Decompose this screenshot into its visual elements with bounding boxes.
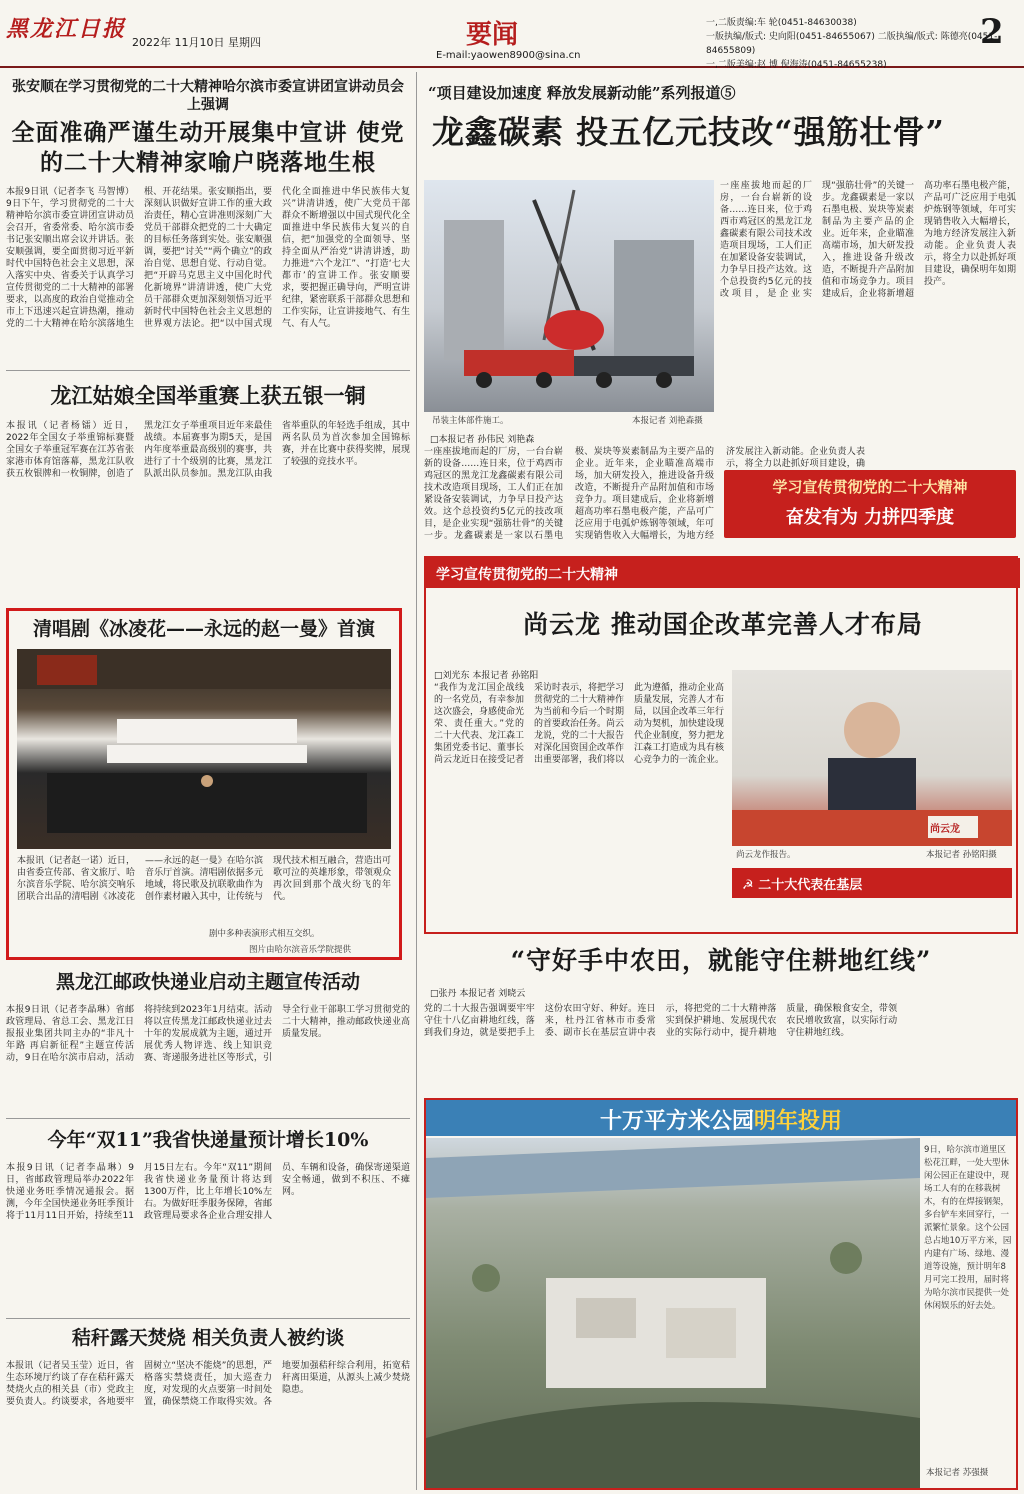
- park-caption: 9日，哈尔滨市道里区松花江畔，一处大型休闲公园正在建设中，现场工人有的在移栽树木，有的在焊接钢架，多台铲车来回穿行，一派繁忙景象。这个公园总占地10万平方米，园内建有广场、绿地、漫道等设施，预计明年8月可完工投用，届时将为哈尔滨市民提供一处休闲娱乐的好去处。: [924, 1145, 1012, 1311]
- tag-label: 二十大代表在基层: [758, 878, 863, 893]
- editor-line: 一版执编/版式: 史向阳(0451-84655067) 二版执编/版式: 陈德亮(0451-84655809): [706, 32, 998, 56]
- article-carbon-header: [422, 84, 1018, 174]
- photo-credit: 图片由哈尔滨音乐学院提供: [249, 945, 352, 955]
- speaker-photo: [732, 670, 1012, 846]
- article-body-part1: 一座座拔地而起的厂房，一台台崭新的设备……连日来，位于鸡西市鸡冠区的黑龙江龙鑫碳素有限公司技术改造项目现场，工人们正在加紧设备安装调试，力争早日投产达效。这个总投资约5亿元的技改项目，是企业实现“强筋壮骨”的关键一步。龙鑫碳素是一家以石墨电极、炭块等炭素制品为主要产品的企业。近年来，企业瞄准高端市场，加大研发投入，推进设备升级改造，不断提升产品附加值和市场竞争力。项目建成后，企业将新增超高功率石墨电极产能，产品可广泛应用于电弧炉炼钢等领域，年可实现销售收入大幅增长，为地方经济发展注入新动能。企业负责人表示，将全力以赴抓好项目建设，确: [424, 447, 865, 541]
- nameplate: 尚云龙: [930, 824, 960, 835]
- article-headline[interactable]: 尚云龙 推动国企改革完善人才布局: [523, 610, 923, 639]
- article-body-part2: 一座座拔地而起的厂房，一台台崭新的设备……连日来，位于鸡西市鸡冠区的黑龙江龙鑫碳素有限公司技术改造项目现场，工人们正在加紧设备安装调试，力争早日投产达效。这个总投资约5亿元的技改项目，是企业实现“强筋壮骨”的关键一步。龙鑫碳素是一家以石墨电极、炭块等炭素制品为主要产品的企业。近年来，企业瞄准高端市场，加大研发投入，推进设备升级改造，不断提升产品附加值和市场竞争力。项目建成后，企业将新增超高功率石墨电极产能，产品可广泛应用于电弧炉炼钢等领域，年可实现销售收入大幅增长，为地方经济发展注入新动能。企业负责人表示，将全力以赴抓好项目建设，确保明年如期投产。: [720, 181, 1016, 299]
- editor-credits: [706, 16, 1024, 72]
- article-weightlifting: [6, 376, 410, 602]
- crane-illustration: [424, 180, 714, 412]
- article-headline[interactable]: “守好手中农田，就能守住耕地红线”: [510, 946, 932, 975]
- park-banner: [426, 1100, 1016, 1136]
- article-body: “我作为龙江国企战线的一名党员，有幸参加这次盛会，身感使命光荣、责任重大。”党的二十大代表、龙江森工集团党委书记、董事长尚云龙近日在接受记者采访时表示，将把学习贯彻党的二十大精神作为当前和今后一个时期的首要政治任务。尚云龙说，党的二十大报告对深化国资国企改革作出重要部署，我们将以此为遵循，推动企业高质量发展，完善人才布局，以国企改革三年行动为契机，加快建设现代企业制度，努力把龙江森工打造成为具有核心竞争力的一流企业。: [434, 683, 725, 765]
- speaker-illustration: [732, 670, 1012, 846]
- article-kicker: 张安顺在学习贯彻党的二十大精神哈尔滨市委宣讲团宣讲动员会上强调: [12, 79, 404, 113]
- concert-photo: [17, 649, 391, 849]
- park-illustration: [426, 1138, 920, 1488]
- topic-banner: 学习宣传贯彻党的二十大精神: [426, 558, 1020, 588]
- article-double11: [6, 1122, 410, 1318]
- tag-banner: [732, 868, 1012, 898]
- photo-credit: 本报记者 刘艳森摄: [632, 416, 703, 426]
- article-body: 本报9日讯（记者李晶琳）省邮政管理局、省总工会、黑龙江日报报业集团共同主办的“非凡十年路 再启新征程”主题宣传活动，9日在哈尔滨市启动，活动将持续到2023年1月结束。活动将以宣传黑龙江邮政快递业过去十年的发展成就为主题，通过开展优秀人物评选、线上知识竞赛、寄递服务进社区等形式，引导全行业干部职工学习贯彻党的二十大精神，推动邮政快递业高质量发展。: [6, 1005, 410, 1063]
- article-byline: □张丹 本报记者 刘晓云: [430, 989, 526, 999]
- photo-caption: 尚云龙作报告。: [736, 850, 796, 860]
- article-body: 本报讯（记者杨镭）近日，2022年全国女子举重锦标赛暨全国女子举重冠军赛在江苏省张家港市体育馆落幕，黑龙江队收获五枚银牌和一枚铜牌，创造了黑龙江女子举重项目近年来最佳战绩。本届赛事为期5天，是国内年度举重最高级别的赛事，共进行了十个级别的比赛，黑龙江队派出队员参加。黑龙江队由我省举重队的年轻选手组成，其中两名队员为首次参加全国锦标赛，并在比赛中获得奖牌，展现了较强的竞技水平。: [6, 421, 410, 479]
- article-park: [424, 1098, 1018, 1490]
- page-number: 2: [980, 12, 1004, 52]
- masthead: [0, 0, 1024, 68]
- column-divider: [416, 72, 417, 1490]
- section-email[interactable]: E-mail:yaowen8900@sina.cn: [436, 50, 581, 61]
- article-body: 党的二十大报告强调要牢牢守住十八亿亩耕地红线，落到我们身边，就是要把手上这份农田守好、种好。连日来，杜丹江省林市市委常委、副市长在基层宣讲中表示，将把党的二十大精神落实到保护耕地、发展现代农业的实际行动中，提升耕地质量，确保粮食安全，带领农民增收致富，以实际行动守住耕地红线。: [424, 1004, 898, 1038]
- article-body: 本报讯（记者吴玉莹）近日，省生态环境厅约谈了存在秸秆露天焚烧火点的相关县（市）党政主要负责人。约谈要求，各地要牢固树立“坚决不能烧”的思想，严格落实禁烧责任，加大巡查力度，对发现的火点要第一时间处置，确保禁烧工作取得实效。各地要加强秸秆综合利用，拓宽秸秆离田渠道，从源头上减少焚烧隐患。: [6, 1361, 410, 1407]
- park-headline-part1[interactable]: 十万平方米公园: [599, 1108, 754, 1134]
- article-headline[interactable]: 今年“双11”我省快递量预计增长10%: [47, 1129, 369, 1151]
- article-headline[interactable]: 清唱剧《冰凌花——永远的赵一曼》首演: [32, 618, 375, 640]
- article-shang-yunlong: [424, 556, 1018, 934]
- article-headline[interactable]: 秸秆露天焚烧 相关负责人被约谈: [71, 1327, 345, 1349]
- divider: [6, 1118, 410, 1119]
- park-headline-part2[interactable]: 明年投用: [754, 1108, 843, 1134]
- article-oratorio: [6, 608, 402, 960]
- newspaper-logo: 黑龙江日报: [6, 16, 127, 42]
- editor-line: 一,二版美编:赵 博 倪海涛(0451-84655238): [706, 60, 887, 70]
- article-body: 本报9日讯（记者李飞 马智博）9日下午，学习贯彻党的二十大精神哈尔滨市委宣讲团宣讲动员会召开，省委常委、哈尔滨市委书记张安顺出席会议并讲话。张安顺强调，要全面贯彻习近平新时代中国特色社会主义思想，深入落实中央、省委关于认真学习宣传贯彻党的二十大精神的部署要求，以高度的政治自觉推动全市上下迅速兴起宣讲热潮，推动党的二十大精神在哈尔滨落地生根、开花结果。张安顺指出，要深刻认识做好宣讲工作的重大政治责任，精心宣讲准则深刻广大党员干部群众把党的二十大确定的目标任务落到实处。张安顺强调，要把“讨关”“两个确立”的政治自觉、思想自觉、行动自觉。把“开辟马克思主义中国化时代化新境界”讲清讲透，使广大党员干部群众更加深刻领悟习近平新时代中国特色社会主义思想的世界观方法论。把“以中国式现代化全面推进中华民族伟大复兴”讲清讲透，使广大党员干部群众不断增强以中国式现代化全面推进中华民族伟大复兴的自信，把“加强党的全面领导、坚持全面从严治党”讲清讲透，助力推进“六个龙江”、“打造‘七大都市’的宣讲工作。张安顺要求，要把握正确导向，严明宣讲纪律，紧密联系干部群众思想和工作实际，让宣讲接地气、有生气、有人气。: [6, 187, 410, 329]
- section-title: 要闻: [466, 20, 519, 50]
- party-emblem-icon: ☭: [742, 878, 759, 893]
- article-kicker: “项目建设加速度 释放发展新动能”系列报道⑤: [428, 84, 736, 102]
- article-postal: [6, 966, 410, 1116]
- article-byline: □本报记者 孙伟民 刘艳森: [430, 435, 535, 445]
- photo-credit: 本报记者 孙铭阳摄: [926, 850, 997, 860]
- divider: [6, 370, 410, 371]
- slogan-line2: 奋发有为 力拼四季度: [785, 507, 955, 528]
- photo-credit: 本报记者 苏强摄: [926, 1468, 989, 1478]
- park-aerial-photo: [426, 1138, 920, 1488]
- article-body: 本报9日讯（记者李晶琳）9日，省邮政管理局举办2022年快递业务旺季情况通报会。据测，今年全国快递业务旺季预计将于11月11日开始，持续至11月15日左右。今年“双11”期间我省快递业务量预计将达到1300万件，比上年增长10%左右。为做好旺季服务保障，省邮政管理局要求各企业合理安排人员、车辆和设备，确保寄递渠道安全畅通，做到不积压、不瘫网。: [6, 1163, 410, 1221]
- issue-date: 2022年 11月10日 星期四: [132, 36, 261, 49]
- article-headline[interactable]: 全面准确严谨生动开展集中宣讲 使党的二十大精神家喻户晓落地生根: [11, 119, 405, 176]
- photo-caption: 吊装主体部件施工。: [432, 416, 509, 426]
- photo-caption: 剧中多种表演形式相互交织。: [209, 929, 320, 939]
- article-straw-burning: [6, 1322, 410, 1490]
- article-body: 本报讯（记者赵一诺）近日，由省委宣传部、省文旅厅、哈尔滨音乐学院、哈尔滨交响乐团联合出品的清唱剧《冰凌花——永远的赵一曼》在哈尔滨音乐厅首演。清唱剧依据多元地域，将民歌及抗联歌曲作为创作素材融入其中，让传统与现代技术相互融合，营造出可歌可泣的英雄形象，带领观众再次回到那个战火纷飞的年代。: [17, 856, 391, 902]
- concert-illustration: [17, 649, 391, 849]
- editor-line: 一,二版责编:车 轮(0451-84630038): [706, 18, 857, 28]
- divider: [6, 1318, 410, 1319]
- article-headline[interactable]: 龙鑫碳素 投五亿元技改“强筋壮骨”: [432, 113, 945, 151]
- article-headline[interactable]: 黑龙江邮政快递业启动主题宣传活动: [55, 971, 360, 993]
- slogan-line1: 学习宣传贯彻党的二十大精神: [772, 478, 968, 496]
- article-byline: □刘光东 本报记者 孙铭阳: [434, 671, 539, 681]
- article-propaganda: [6, 72, 410, 362]
- construction-photo: [424, 180, 714, 412]
- slogan-banner: [724, 470, 1016, 538]
- article-farmland: [424, 940, 1018, 1090]
- article-headline[interactable]: 龙江姑娘全国举重赛上获五银一铜: [50, 383, 366, 408]
